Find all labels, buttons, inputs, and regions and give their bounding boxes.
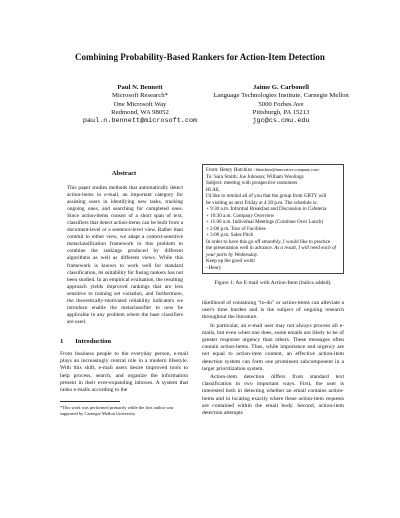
email-body-line: be visiting us next Friday at 4:30 p.m. The schedule is: [206,199,318,206]
email-schedule-item: + 9:30 a.m. Informal Breakfast and Discussion in Cafeteria [206,206,327,212]
abstract-text: This paper studies methods that automatically detect action-items in e-mail, an important category for assisting users in identifying new tasks, tracking ongoing ones, and searching for completed ones. Since action-items consist of a short span of text, classifiers that detect action-items can be built from a document-level or a sentence-level view. Rather than commit to either view, we adapt a context-sensitive metaclassification framework to this problem to combine the rankings produced by different algorithms as well as different views. While this framework is known to work well for standard classification, its suitability for fusing rankers has not been studied. In an empirical evaluation, the resulting approach yields improved rankings that are less sensitive to training set variation, and furthermore, the theoretically-motivated reliability indicators we introduce enable the metaclassifier to now be applicable in any problem where the base classifiers are used. [67,185,183,325]
email-body-line [206,245,340,258]
email-schedule-item: + 10:30 a.m. Company Overview [206,212,275,219]
author-name: Jaime G. Carbonell [253,84,309,91]
figure-caption: Figure 1: An E-mail with Action-Item (italics added). [214,280,332,286]
paper-title: Combining Probability-Based Rankers for Action-Item Detection [75,52,325,62]
body-paragraph: Action-item detection differs from standard text classification in two important ways. First, the user is interested both in detecting whether an email contains action-items and in locating exactly where these action-item requests are contained within the email body. Second, action-item detection attempts [202,374,344,417]
email-schedule-item: + 3:00 p.m. Sales Pitch [206,232,254,238]
author-address: 5000 Forbes Ave [258,100,304,108]
email-body-line: I'd like to remind all of you that the group from GRTY will [206,193,327,199]
author-block-2 [192,84,370,125]
left-column [60,170,188,416]
email-from-line [206,167,340,174]
author-email: jgc@cs.cmu.edu [252,117,310,126]
author-block-1 [76,84,204,125]
right-column [202,164,344,418]
author-city: Pittsburgh, PA 15213 [252,108,310,116]
email-to-line: To: Sara Smith; Joe Johnson; William Woolings [206,173,304,180]
email-action-item: As a result, I will need each of your parts by Wednesday. [206,245,336,258]
abstract-heading: Abstract [111,170,137,177]
author-city: Redmond, WA 98052 [111,108,169,116]
body-paragraph: In particular, an e-mail user may not always process all e-mails, but even when one does, some emails are likely to be of greater response urgency than others. These messages often contain action-items. Thus, while importance and urgency are not equal to action-item content, an effective action-item detection system can form one prominent subcomponent in a larger prioritization system. [202,322,344,372]
email-schedule-item: + 2:00 p.m. Tour of Facilities [206,225,266,232]
email-schedule-item: + 11:00 a.m. Individual Meetings (Continue Over Lunch) [206,219,324,225]
email-from-address: <hhutchins@innovative.company.com> [253,167,321,172]
author-affiliation: Microsoft Research* [112,92,168,100]
email-closing: Keep up the good work! [206,258,256,264]
section-number: 1 [60,337,64,345]
email-signature: –Henry [206,264,222,271]
email-from-label: From: Henry Hutchins [206,167,253,173]
footnote: *This work was performed primarily while the first author was supported by Carnegie Mellon University. [60,405,174,416]
section-title: Introduction [75,337,112,345]
body-paragraph: likelihood of containing "to-do" or action-items can alleviate a user's time burden and is the subject of ongoing research throughout the literature. [202,300,344,321]
introduction-text: From business people to the everyday person, e-mail plays an increasingly central role in a modern lifestyle. With this shift, e-mail users desire improved tools to help process, search, and organize the information present in their ever-expanding inboxes. A system that ranks e-mails according to the [60,350,188,393]
author-address: One Microsoft Way [113,100,167,108]
email-subject-line: Subject: meeting with prospective customers [206,180,298,186]
email-example-figure [202,164,344,274]
email-body-text: the presentation well in advance. [206,245,273,251]
author-name: Paul N. Bennett [117,84,163,91]
footnote-divider [60,401,120,402]
email-body-line: In order to have this go off smoothly, I would like to practice [206,238,331,245]
author-email: paul.n.bennett@microsoft.com [82,117,198,126]
section-heading-introduction [60,338,188,345]
author-affiliation: Language Technologies Institute, Carnegie Mellon [213,92,349,100]
email-greeting: Hi All, [206,186,220,193]
